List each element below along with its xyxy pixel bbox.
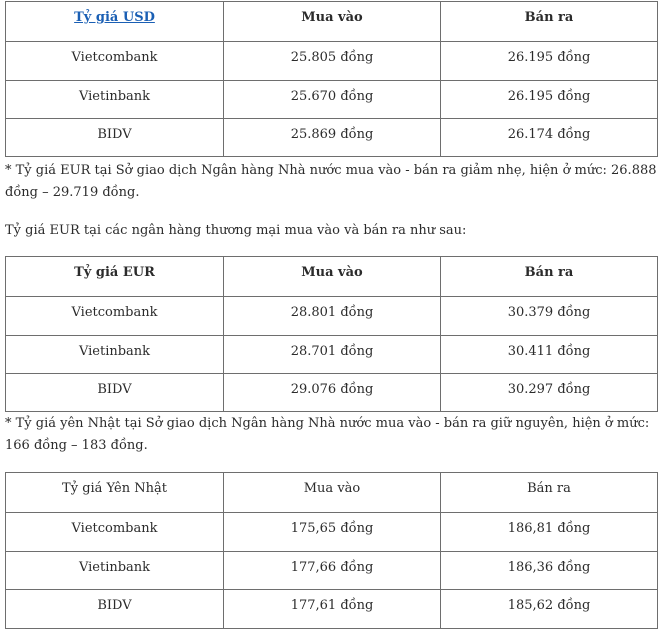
table-row — [6, 297, 658, 336]
table-row — [6, 336, 658, 374]
bank-name-cell: Vietinbank — [6, 81, 224, 119]
sell-rate-cell: 26.195 đồng — [441, 81, 658, 119]
sell-rate-cell: 185,62 đồng — [441, 590, 658, 629]
header-cell-sell: Bán ra — [441, 2, 658, 42]
buy-rate-cell: 25.670 đồng — [224, 81, 441, 119]
eur-rate-table — [5, 256, 658, 412]
bank-name-cell: Vietinbank — [6, 336, 224, 374]
bank-name-cell: Vietcombank — [6, 297, 224, 336]
table-row — [6, 81, 658, 119]
buy-rate-cell: 177,61 đồng — [224, 590, 441, 629]
sell-rate-cell: 186,36 đồng — [441, 552, 658, 590]
buy-rate-cell: 28.801 đồng — [224, 297, 441, 336]
bank-name-cell: BIDV — [6, 590, 224, 629]
jpy-note: * Tỷ giá yên Nhật tại Sở giao dịch Ngân hàng Nhà nước mua vào - bán ra giữ nguyên, hiện ở mức: 166 đồng – 183 đồng. — [5, 416, 650, 453]
sell-rate-cell: 30.411 đồng — [441, 336, 658, 374]
table-row — [6, 552, 658, 590]
eur-note: * Tỷ giá EUR tại Sở giao dịch Ngân hàng Nhà nước mua vào - bán ra giảm nhẹ, hiện ở mức: 26.888 đồng – 29.719 đồng. — [5, 163, 657, 200]
table-row — [6, 374, 658, 412]
table-header-row — [6, 2, 658, 42]
header-cell-buy: Mua vào — [224, 257, 441, 297]
table-row — [6, 119, 658, 157]
eur-intro: Tỷ giá EUR tại các ngân hàng thương mại mua vào và bán ra như sau: — [5, 223, 467, 238]
buy-rate-cell: 177,66 đồng — [224, 552, 441, 590]
sell-rate-cell: 186,81 đồng — [441, 513, 658, 552]
header-cell-sell: Bán ra — [441, 473, 658, 513]
table-row — [6, 513, 658, 552]
usd-rate-table — [5, 1, 658, 157]
header-cell-sell: Bán ra — [441, 257, 658, 297]
table-header-row — [6, 473, 658, 513]
usd-rate-link[interactable]: Tỷ giá USD — [74, 10, 155, 25]
buy-rate-cell: 29.076 đồng — [224, 374, 441, 412]
sell-rate-cell: 30.297 đồng — [441, 374, 658, 412]
header-cell[interactable] — [6, 2, 224, 42]
sell-rate-cell: 26.195 đồng — [441, 42, 658, 81]
table-row — [6, 590, 658, 629]
jpy-rate-table — [5, 472, 658, 629]
buy-rate-cell: 25.805 đồng — [224, 42, 441, 81]
bank-name-cell: Vietinbank — [6, 552, 224, 590]
header-cell-buy: Mua vào — [224, 2, 441, 42]
bank-name-cell: Vietcombank — [6, 513, 224, 552]
header-cell: Tỷ giá EUR — [6, 257, 224, 297]
buy-rate-cell: 28.701 đồng — [224, 336, 441, 374]
table-row — [6, 42, 658, 81]
buy-rate-cell: 175,65 đồng — [224, 513, 441, 552]
sell-rate-cell: 30.379 đồng — [441, 297, 658, 336]
bank-name-cell: BIDV — [6, 374, 224, 412]
buy-rate-cell: 25.869 đồng — [224, 119, 441, 157]
bank-name-cell: Vietcombank — [6, 42, 224, 81]
header-cell-buy: Mua vào — [224, 473, 441, 513]
header-cell: Tỷ giá Yên Nhật — [6, 473, 224, 513]
sell-rate-cell: 26.174 đồng — [441, 119, 658, 157]
table-header-row — [6, 257, 658, 297]
bank-name-cell: BIDV — [6, 119, 224, 157]
